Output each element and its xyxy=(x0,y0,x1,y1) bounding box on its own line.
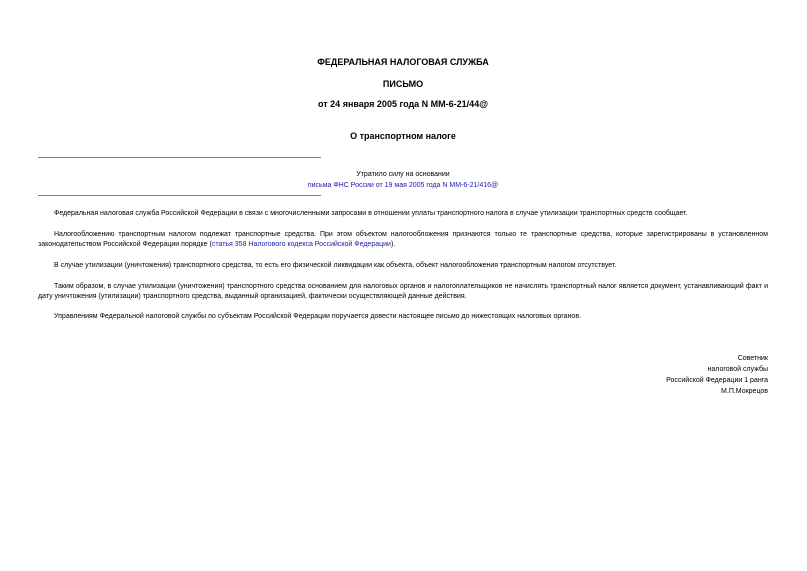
paragraph-5: Управлениям Федеральной налоговой службы по субъектам Российской Федерации поручается довести настоящее письмо до нижестоящих налоговых органов. xyxy=(54,313,581,320)
paragraph-4: Таким образом, в случае утилизации (уничтожения) транспортного средства основанием для налоговых органов и налогоплательщиков не начислять транспортный налог является документ, устанавливающий факт и дату уничтожения (утилизации) транспортного средства, выданный организацией, фактически осуществляющей данные действия. xyxy=(38,283,768,300)
paragraph-2 xyxy=(38,230,768,250)
top-divider xyxy=(38,157,321,158)
signer-name: М.П.Мокрецов xyxy=(721,388,768,395)
signer-title-line-1: Советник xyxy=(737,355,768,362)
status-note-line: Утратило силу на основании xyxy=(356,171,450,178)
status-note-link-row xyxy=(300,180,506,191)
agency-heading: ФЕДЕРАЛЬНАЯ НАЛОГОВАЯ СЛУЖБА xyxy=(317,57,489,67)
document-subject: О транспортном налоге xyxy=(350,131,456,141)
tax-code-article-link[interactable]: статья 358 Налогового кодекса Российской Федерации xyxy=(211,241,391,248)
paragraph-2-text: Налогообложению транспортным налогом подлежат транспортные средства. При этом объектом налогообложения признаются только те транспортные средства, которые зарегистрированы в установленном законодательством Российской Федерации порядке ( xyxy=(38,231,768,248)
paragraph-2-end: ). xyxy=(390,241,396,248)
signer-title-line-3: Российской Федерации 1 ранга xyxy=(666,377,768,384)
repeal-letter-link[interactable]: письма ФНС России от 19 мая 2005 года N ММ-6-21/416@ xyxy=(307,182,499,189)
paragraph-1: Федеральная налоговая служба Российской Федерации в связи с многочисленными запросами в отношении уплаты транспортного налога в случае утилизации транспортных средств сообщает. xyxy=(54,210,688,217)
document-type-heading: ПИСЬМО xyxy=(382,79,424,89)
bottom-divider xyxy=(38,195,321,196)
document-date-number: от 24 января 2005 года N ММ-6-21/44@ xyxy=(318,99,488,109)
paragraph-3: В случае утилизации (уничтожения) транспортного средства, то есть его физической ликвидации как объекта, объект налогообложения транспортным налогом отсутствует. xyxy=(54,262,617,269)
signer-title-line-2: налоговой службы xyxy=(707,366,768,373)
